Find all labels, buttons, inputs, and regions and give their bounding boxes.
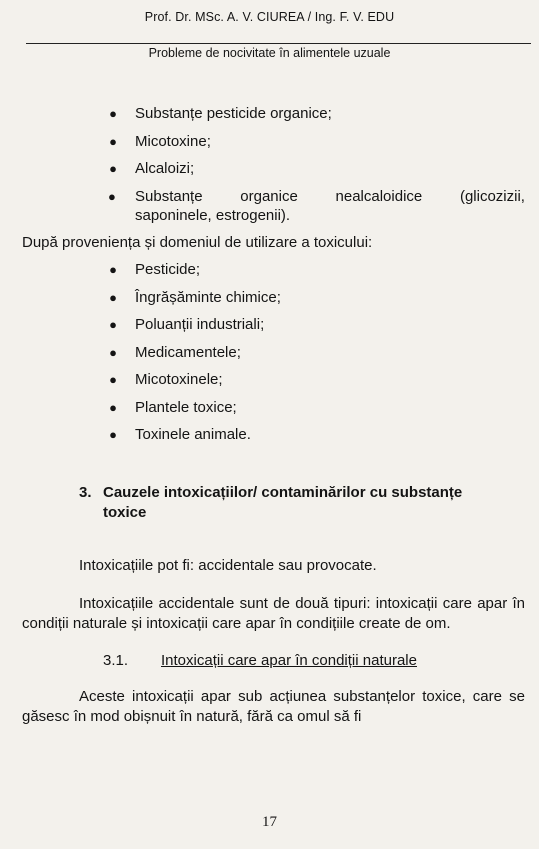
list-item: ● Substanțe pesticide organice;: [22, 100, 525, 128]
list-item: ● Plantele toxice;: [22, 394, 525, 422]
list-item-line: saponinele, estrogenii).: [135, 206, 291, 224]
bullet-icon: ●: [109, 262, 117, 277]
list-item: ● Alcaloizi;: [22, 155, 525, 183]
subsection-title: Intoxicații care apar în condiții naturale: [161, 651, 417, 669]
list-item-line: Substanțe organice nealcaloidice (glicozizii,: [135, 187, 525, 205]
bullet-icon: ●: [109, 372, 117, 387]
list-item: ● Micotoxine;: [22, 128, 525, 156]
bullet-icon: ●: [109, 106, 117, 121]
section-heading: [79, 483, 525, 523]
running-header-authors: Prof. Dr. MSc. A. V. CIUREA / Ing. F. V. EDU: [144, 10, 395, 24]
list-item: ● Îngrășăminte chimice;: [22, 284, 525, 312]
subsection-number: 3.1.: [103, 651, 129, 669]
list-item: [22, 183, 525, 229]
toxin-type-list: [22, 100, 525, 229]
bullet-icon: ●: [109, 344, 117, 360]
page-body: [22, 100, 525, 727]
section-number: 3.: [79, 483, 92, 501]
list-item: ● Medicamentele;: [22, 339, 525, 367]
section-title-line: Cauzele intoxicațiilor/ contaminărilor cu substanțe: [103, 483, 463, 501]
list-item: ● Toxinele animale.: [22, 421, 525, 449]
bullet-icon: ●: [109, 133, 117, 149]
list-item: ● Poluanții industriali;: [22, 311, 525, 339]
list-intro: După proveniența și domeniul de utilizare a toxicului:: [22, 233, 373, 251]
origin-list: [22, 256, 525, 449]
subsection-heading: [22, 651, 525, 671]
section-title-line: toxice: [103, 503, 147, 521]
bullet-icon: ●: [109, 289, 117, 305]
paragraph: Intoxicațiile accidentale sunt de două tipuri: intoxicații care apar în condiții naturale și intoxicații care apar în condițiile create de om.: [22, 594, 525, 632]
page-number: 17: [262, 814, 277, 830]
header-rule: [26, 43, 531, 44]
running-header-title: Probleme de nocivitate în alimentele uzuale: [148, 46, 391, 60]
paragraph: Intoxicațiile pot fi: accidentale sau provocate.: [79, 556, 377, 574]
bullet-icon: ●: [109, 399, 117, 415]
bullet-icon: ●: [109, 317, 117, 332]
bullet-icon: ●: [109, 161, 117, 176]
list-item: ● Pesticide;: [22, 256, 525, 284]
bullet-icon: ●: [108, 188, 116, 204]
paragraph: Aceste intoxicații apar sub acțiunea substanțelor toxice, care se găsesc în mod obișnuit în natură, fără ca omul să fi: [22, 687, 525, 725]
list-item: ● Micotoxinele;: [22, 366, 525, 394]
bullet-icon: ●: [109, 427, 117, 442]
